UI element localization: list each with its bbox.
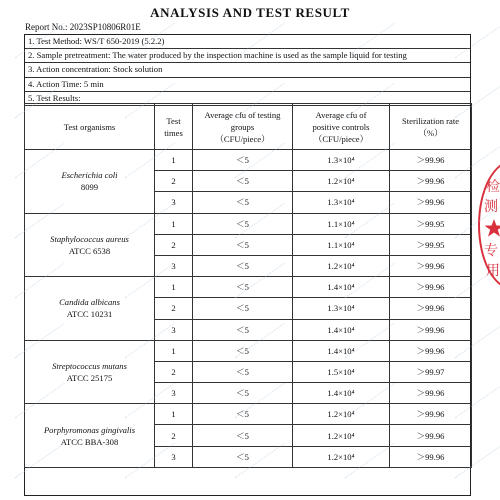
report-number: Report No.: 2023SP10806R01E [25, 22, 141, 32]
test-time-cell: 2 [155, 171, 193, 192]
table-row [25, 404, 472, 425]
organism-strain: ATCC 25175 [66, 372, 113, 383]
sample-pretreatment: 2. Sample pretreatment: The water produced by the inspection machine is used as the sample liquid for testing [25, 49, 470, 63]
organism-name: Staphylococcus aureus [50, 233, 129, 244]
organism-name: Candida albicans [59, 297, 120, 308]
test-time-cell: 1 [155, 213, 193, 234]
table-header-row [25, 104, 472, 150]
positive-control-cell: 1.2×10⁴ [293, 404, 390, 425]
seal-char: 测 [484, 199, 498, 215]
test-time-cell: 3 [155, 383, 193, 404]
organism-cell [25, 277, 155, 341]
positive-control-cell: 1.2×10⁴ [293, 171, 390, 192]
action-time: 4. Action Time: 5 min [25, 78, 470, 92]
positive-control-cell: 1.3×10⁴ [293, 298, 390, 319]
table-row [25, 277, 472, 298]
sterilization-rate-cell: ＞99.96 [390, 150, 472, 171]
test-time-cell: 2 [155, 298, 193, 319]
sterilization-rate-cell: ＞99.96 [390, 383, 472, 404]
sterilization-rate-cell: ＞99.96 [390, 319, 472, 340]
test-method: 1. Test Method: WS/T 650-2019 (5.2.2) [25, 35, 470, 49]
organism-strain: ATCC 10231 [66, 309, 113, 320]
sterilization-rate-cell: ＞99.96 [390, 446, 472, 467]
organism-name: Escherichia coli [61, 170, 118, 181]
sterilization-rate-cell: ＞99.96 [390, 171, 472, 192]
test-time-cell: 3 [155, 319, 193, 340]
sterilization-rate-cell: ＞99.95 [390, 234, 472, 255]
report-frame [24, 34, 471, 496]
testing-group-cell: ＜5 [193, 171, 293, 192]
test-time-cell: 2 [155, 361, 193, 382]
sterilization-rate-cell: ＞99.97 [390, 361, 472, 382]
seal-char: 专 [484, 243, 498, 259]
organism-strain: ATCC BBA-308 [60, 436, 119, 447]
organism-cell [25, 404, 155, 468]
header-test-organisms: Test organisms [25, 104, 155, 150]
testing-group-cell: ＜5 [193, 213, 293, 234]
testing-group-cell: ＜5 [193, 255, 293, 276]
sterilization-rate-cell: ＞99.95 [390, 213, 472, 234]
test-time-cell: 1 [155, 150, 193, 171]
test-time-cell: 2 [155, 425, 193, 446]
positive-control-cell: 1.4×10⁴ [293, 277, 390, 298]
test-time-cell: 2 [155, 234, 193, 255]
positive-control-cell: 1.4×10⁴ [293, 319, 390, 340]
testing-group-cell: ＜5 [193, 277, 293, 298]
testing-group-cell: ＜5 [193, 192, 293, 213]
positive-control-cell: 1.1×10⁴ [293, 234, 390, 255]
positive-control-cell: 1.5×10⁴ [293, 361, 390, 382]
test-time-cell: 3 [155, 255, 193, 276]
table-row [25, 150, 472, 171]
report-title: ANALYSIS AND TEST RESULT [150, 5, 350, 20]
testing-group-cell: ＜5 [193, 425, 293, 446]
sterilization-rate-cell: ＞99.96 [390, 340, 472, 361]
header-avg-testing: Average cfu of testing groups （CFU/piece） [193, 104, 293, 150]
testing-group-cell: ＜5 [193, 298, 293, 319]
action-concentration: 3. Action concentration: Stock solution [25, 63, 470, 77]
results-table [24, 103, 472, 468]
positive-control-cell: 1.3×10⁴ [293, 192, 390, 213]
table-row [25, 340, 472, 361]
seal-char: 检 [486, 179, 500, 195]
test-results-label: 5. Test Results: [25, 92, 470, 106]
testing-group-cell: ＜5 [193, 446, 293, 467]
header-sterilization-rate: Sterilization rate （%） [390, 104, 472, 150]
seal-star-icon [484, 218, 500, 238]
sterilization-rate-cell: ＞99.96 [390, 277, 472, 298]
testing-group-cell: ＜5 [193, 361, 293, 382]
positive-control-cell: 1.2×10⁴ [293, 425, 390, 446]
organism-strain: 8099 [80, 182, 99, 193]
results-body [25, 150, 472, 468]
organism-strain: ATCC 6538 [68, 245, 111, 256]
sterilization-rate-cell: ＞99.96 [390, 425, 472, 446]
header-avg-positive: Average cfu of positive controls （CFU/piece） [293, 104, 390, 150]
sterilization-rate-cell: ＞99.96 [390, 298, 472, 319]
testing-group-cell: ＜5 [193, 340, 293, 361]
test-time-cell: 1 [155, 340, 193, 361]
organism-cell [25, 213, 155, 277]
organism-cell [25, 150, 155, 214]
sterilization-rate-cell: ＞99.96 [390, 404, 472, 425]
seal-char: 用 [486, 263, 500, 279]
header-test-times: Test times [155, 104, 193, 150]
test-time-cell: 3 [155, 446, 193, 467]
testing-group-cell: ＜5 [193, 383, 293, 404]
testing-group-cell: ＜5 [193, 150, 293, 171]
positive-control-cell: 1.2×10⁴ [293, 255, 390, 276]
positive-control-cell: 1.4×10⁴ [293, 340, 390, 361]
testing-group-cell: ＜5 [193, 319, 293, 340]
test-time-cell: 1 [155, 277, 193, 298]
positive-control-cell: 1.3×10⁴ [293, 150, 390, 171]
testing-group-cell: ＜5 [193, 234, 293, 255]
organism-name: Streptococcus mutans [52, 360, 127, 371]
organism-name: Porphyromonas gingivalis [43, 424, 136, 435]
test-time-cell: 1 [155, 404, 193, 425]
organism-cell [25, 340, 155, 404]
sterilization-rate-cell: ＞99.96 [390, 255, 472, 276]
sterilization-rate-cell: ＞99.96 [390, 192, 472, 213]
positive-control-cell: 1.2×10⁴ [293, 446, 390, 467]
test-time-cell: 3 [155, 192, 193, 213]
positive-control-cell: 1.1×10⁴ [293, 213, 390, 234]
positive-control-cell: 1.4×10⁴ [293, 383, 390, 404]
table-row [25, 213, 472, 234]
testing-group-cell: ＜5 [193, 404, 293, 425]
